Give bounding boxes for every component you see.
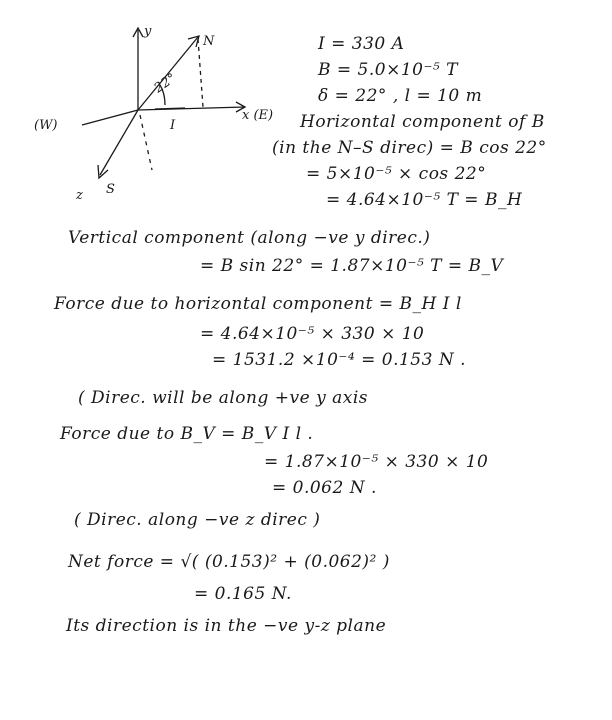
angle-label: 22° [151,70,180,97]
net-force-direction: Its direction is in the −ve y-z plane [66,616,387,636]
force-h-direction: ( Direc. will be along +ve y axis [78,388,368,408]
force-h-result: = 1531.2 ×10⁻⁴ = 0.153 N . [212,350,467,370]
given-field: B = 5.0×10⁻⁵ T [318,60,458,80]
force-v-heading: Force due to B_V = B_V I l . [60,424,314,444]
z-axis [100,110,138,175]
horizontal-result: = 4.64×10⁻⁵ T = B_H [326,190,523,210]
n-label: N [203,34,215,49]
net-force-formula: Net force = √( (0.153)² + (0.062)² ) [68,552,390,572]
net-force-result: = 0.165 N. [194,584,292,604]
given-current: I = 330 A [318,34,405,54]
horizontal-substitution: = 5×10⁻⁵ × cos 22° [306,164,487,184]
w-label: (W) [34,118,58,133]
axes-diagram [20,15,290,205]
vertical-result: = B sin 22° = 1.87×10⁻⁵ T = B_V [200,256,504,276]
horizontal-heading: Horizontal component of B [300,112,545,132]
dash-vertical [198,39,203,107]
vertical-heading: Vertical component (along −ve y direc.) [68,228,431,248]
x-axis [138,107,245,110]
x-label: x (E) [242,108,274,123]
force-h-heading: Force due to horizontal component = B_H I l [54,294,462,314]
given-angle-length: δ = 22° , l = 10 m [318,86,483,106]
i-label: I [170,118,176,133]
force-v-substitution: = 1.87×10⁻⁵ × 330 × 10 [264,452,489,472]
s-label: S [106,182,115,197]
force-h-substitution: = 4.64×10⁻⁵ × 330 × 10 [200,324,425,344]
force-v-result: = 0.062 N . [272,478,377,498]
horizontal-formula: (in the N–S direc) = B cos 22° [272,138,547,158]
z-label: z [76,188,83,203]
z-arrowhead [98,165,108,178]
force-v-direction: ( Direc. along −ve z direc ) [74,510,321,530]
y-label: y [144,24,152,39]
w-axis [82,110,138,125]
dash-south [140,115,152,170]
